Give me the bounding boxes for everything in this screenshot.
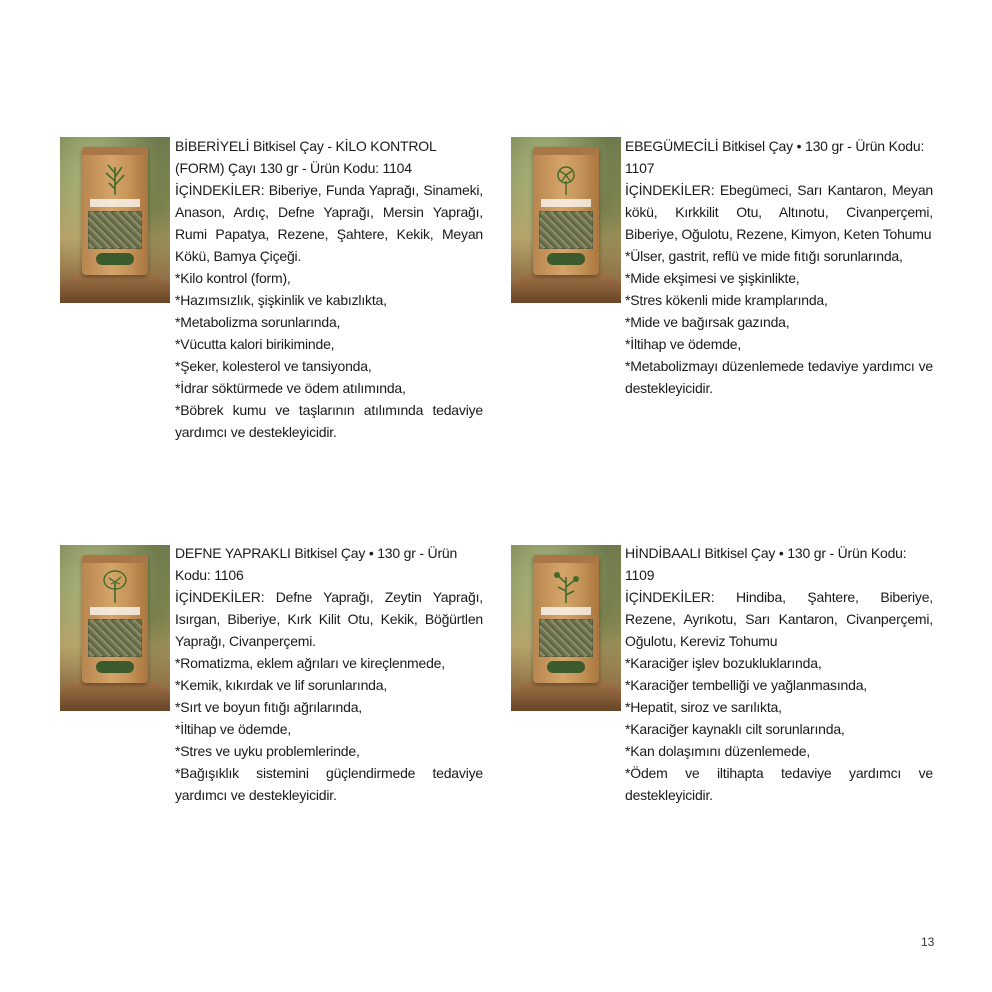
benefit-item: *İdrar söktürmede ve ödem atılımında, <box>175 380 406 396</box>
benefit-item: *İltihap ve ödemde, <box>175 721 292 737</box>
product-photo <box>60 545 170 711</box>
brand-logo <box>547 661 585 673</box>
product-title: EBEGÜMECİLİ Bitkisel Çay • 130 gr - Ürün Kodu: 1107 <box>625 138 925 176</box>
brand-logo <box>547 253 585 265</box>
benefit-item: *Romatizma, eklem ağrıları ve kireçlenmede, <box>175 655 445 671</box>
benefit-item: *Stres ve uyku problemlerinde, <box>175 743 360 759</box>
benefit-item: *Vücutta kalori birikiminde, <box>175 336 335 352</box>
product-ingredients: İÇİNDEKİLER: Defne Yaprağı, Zeytin Yaprağı, Isırgan, Biberiye, Kırk Kilit Otu, Kekik, Böğürtlen Yaprağı, Civanperçemi. <box>175 589 483 649</box>
benefit-item: *Kan dolaşımını düzenlemede, <box>625 743 811 759</box>
brand-logo <box>96 253 134 265</box>
benefit-item: *Mide ekşimesi ve şişkinlikte, <box>625 270 800 286</box>
tea-bag-image <box>533 147 599 275</box>
tea-bag-image <box>82 147 148 275</box>
benefit-item: *Metabolizma sorunlarında, <box>175 314 341 330</box>
benefit-item: *Sırt ve boyun fıtığı ağrılarında, <box>175 699 362 715</box>
benefit-item: *Kilo kontrol (form), <box>175 270 291 286</box>
product-ingredients: İÇİNDEKİLER: Biberiye, Funda Yaprağı, Sinameki, Anason, Ardıç, Defne Yaprağı, Mersin Yaprağı, Rumi Papatya, Rezene, Şahtere, Kekik, Meyan Kökü, Bamya Çiçeği. <box>175 182 483 264</box>
tea-bag-image <box>533 555 599 683</box>
benefit-item: *Ülser, gastrit, reflü ve mide fıtığı sorunlarında, <box>625 248 903 264</box>
chicory-plant-icon <box>551 569 581 603</box>
product-title: DEFNE YAPRAKLI Bitkisel Çay • 130 gr - Ürün Kodu: 1106 <box>175 545 458 583</box>
benefit-item: *Bağışıklık sistemini güçlendirmede tedaviye yardımcı ve destekleyicidir. <box>175 765 483 803</box>
product-ingredients: İÇİNDEKİLER: Ebegümeci, Sarı Kantaron, Meyan kökü, Kırkkilit Otu, Altınotu, Civanperçemi, Biberiye, Oğulotu, Rezene, Kimyon, Keten Tohumu <box>625 182 933 242</box>
benefit-item: *Stres kökenli mide kramplarında, <box>625 292 828 308</box>
mallow-plant-icon <box>551 161 581 195</box>
benefit-item: *Karaciğer işlev bozukluklarında, <box>625 655 822 671</box>
benefit-item: *Kemik, kıkırdak ve lif sorunlarında, <box>175 677 388 693</box>
tea-window <box>88 619 142 657</box>
benefit-item: *Hepatit, siroz ve sarılıkta, <box>625 699 782 715</box>
product-ingredients: İÇİNDEKİLER: Hindiba, Şahtere, Biberiye, Rezene, Ayrıkotu, Sarı Kantaron, Civanperçemi, Oğulotu, Kereviz Tohumu <box>625 589 933 649</box>
product-title: BİBERİYELİ Bitkisel Çay - KİLO KONTROL (FORM) Çayı 130 gr - Ürün Kodu: 1104 <box>175 138 437 176</box>
product-photo <box>511 137 621 303</box>
rosemary-plant-icon <box>100 161 130 195</box>
product-title: HİNDİBAALI Bitkisel Çay • 130 gr - Ürün Kodu: 1109 <box>625 545 907 583</box>
product-photo <box>511 545 621 711</box>
benefit-item: *İltihap ve ödemde, <box>625 336 742 352</box>
page-number: 13 <box>921 935 935 949</box>
benefit-item: *Mide ve bağırsak gazında, <box>625 314 790 330</box>
benefit-item: *Ödem ve iltihapta tedaviye yardımcı ve destekleyicidir. <box>625 765 933 803</box>
benefit-item: *Hazımsızlık, şişkinlik ve kabızlıkta, <box>175 292 387 308</box>
tea-bag-image <box>82 555 148 683</box>
benefit-item: *Karaciğer kaynaklı cilt sorunlarında, <box>625 721 845 737</box>
benefit-item: *Şeker, kolesterol ve tansiyonda, <box>175 358 372 374</box>
brand-logo <box>96 661 134 673</box>
product-photo <box>60 137 170 303</box>
tea-window <box>539 619 593 657</box>
tea-window <box>539 211 593 249</box>
benefit-item: *Metabolizmayı düzenlemede tedaviye yardımcı ve destekleyicidir. <box>625 358 933 396</box>
benefit-item: *Karaciğer tembelliği ve yağlanmasında, <box>625 677 867 693</box>
tea-window <box>88 211 142 249</box>
benefit-item: *Böbrek kumu ve taşlarının atılımında tedaviye yardımcı ve destekleyicidir. <box>175 402 483 440</box>
bay-leaf-tree-icon <box>100 569 130 603</box>
